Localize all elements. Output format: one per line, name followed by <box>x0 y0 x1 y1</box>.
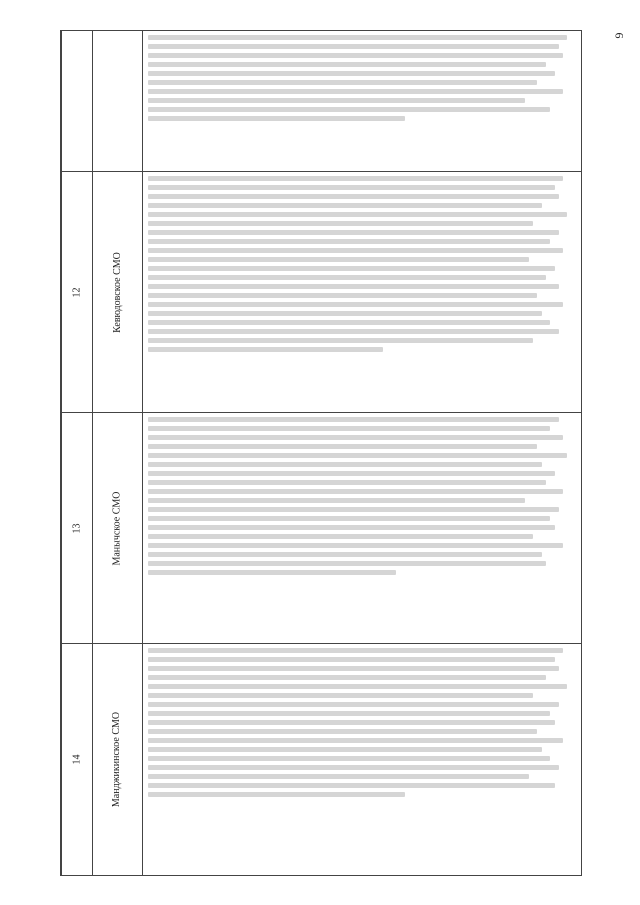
row-number: 14 <box>71 754 83 765</box>
row-number-cell <box>62 644 93 875</box>
table-row <box>61 413 582 643</box>
description-cell <box>142 413 582 643</box>
municipality-name-cell <box>92 413 143 643</box>
table-row <box>61 644 582 875</box>
municipality-table <box>60 30 582 876</box>
row-number: 13 <box>71 523 83 533</box>
municipality-name: Кевюдовское СМО <box>111 251 123 333</box>
description-cell <box>142 31 582 171</box>
description-cell <box>142 172 582 412</box>
page-number: 6 <box>612 32 627 39</box>
municipality-name-cell <box>92 644 143 875</box>
table-row <box>61 31 582 171</box>
row-number-cell <box>62 172 93 412</box>
description-cell <box>142 644 582 875</box>
row-number: 12 <box>71 287 83 297</box>
municipality-name: Манычское СМО <box>111 490 123 566</box>
municipality-name: Манджикинское СМО <box>111 711 123 808</box>
municipality-name-cell <box>92 31 143 171</box>
row-number-cell <box>62 413 93 643</box>
municipality-name-cell <box>92 172 143 412</box>
table-row <box>61 172 582 412</box>
row-number-cell <box>62 31 93 171</box>
